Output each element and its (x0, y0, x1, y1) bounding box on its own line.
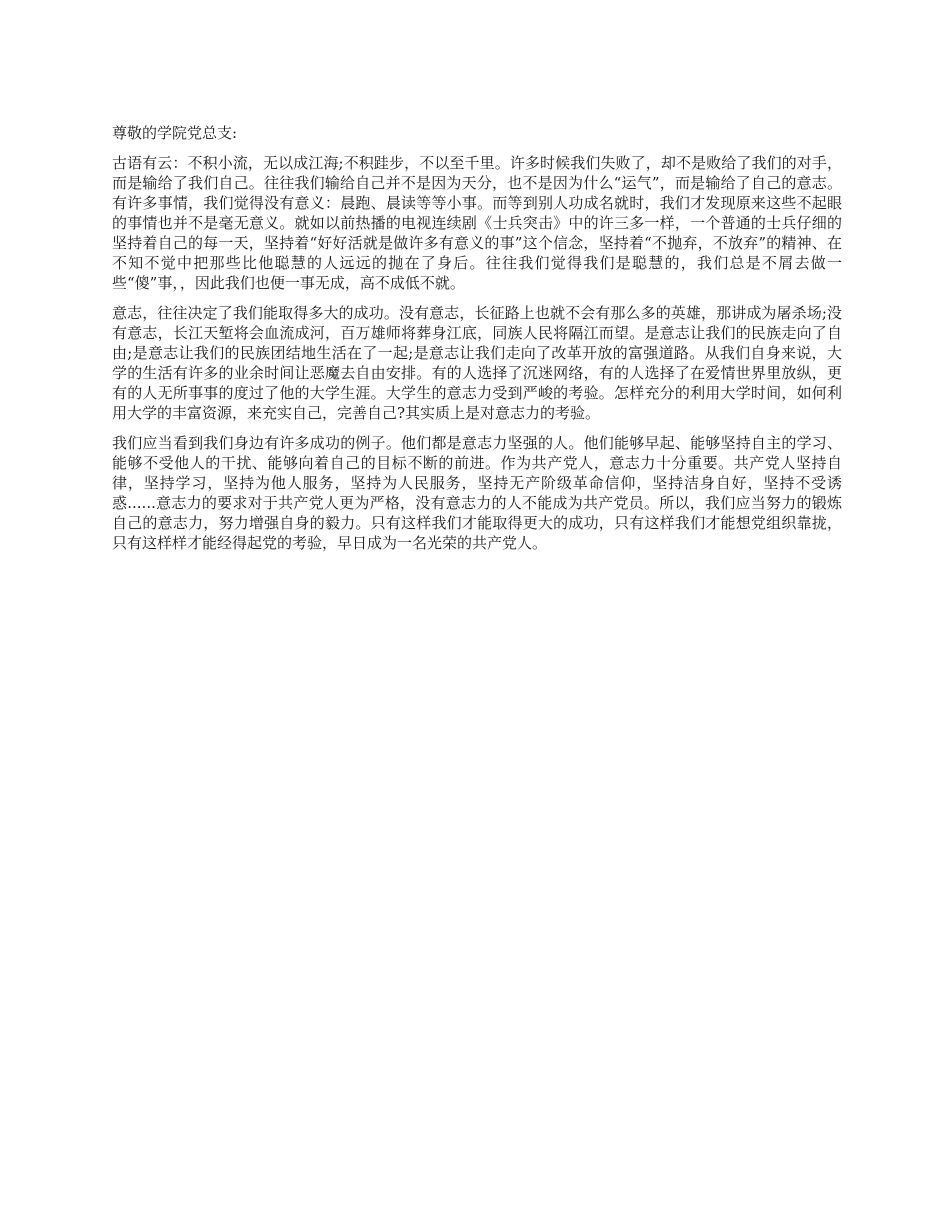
document-page (112, 123, 842, 563)
paragraph-3: 我们应当看到我们身边有许多成功的例子。他们都是意志力坚强的人。他们能够早起、能够坚持自主的学习、能够不受他人的干扰、能够向着自己的目标不断的前进。作为共产党人，意志力十分重要。共产党人坚持自律，坚持学习，坚持为他人服务，坚持为人民服务，坚持无产阶级革命信仰，坚持洁身自好，坚持不受诱惑......意志力的要求对于共产党人更为严格，没有意志力的人不能成为共产党员。所以，我们应当努力的锻炼自己的意志力，努力增强自身的毅力。只有这样我们才能取得更大的成功，只有这样我们才能想党组织靠拢，只有这样样才能经得起党的考验，早日成为一名光荣的共产党人。 (112, 434, 842, 552)
paragraph-2: 意志，往往决定了我们能取得多大的成功。没有意志，长征路上也就不会有那么多的英雄，那讲成为屠杀场;没有意志，长江天堑将会血流成河，百万雄师将葬身江底，同族人民将隔江而望。是意志让我们的民族走向了自由;是意志让我们的民族团结地生活在了一起;是意志让我们走向了改革开放的富强道路。从我们自身来说，大学的生活有许多的业余时间让恶魔去自由安排。有的人选择了沉迷网络，有的人选择了在爱情世界里放纵，更有的人无所事事的度过了他的大学生涯。大学生的意志力受到严峻的考验。怎样充分的利用大学时间，如何利用大学的丰富资源，来充实自己，完善自己?其实质上是对意志力的考验。 (112, 304, 842, 422)
paragraph-1: 古语有云：不积小流，无以成江海;不积跬步，不以至千里。许多时候我们失败了，却不是败给了我们的对手，而是输给了我们自己。往往我们输给自己并不是因为天分，也不是因为什么“运气”，而是输给了自己的意志。有许多事情，我们觉得没有意义：晨跑、晨读等等小事。而等到别人功成名就时，我们才发现原来这些不起眼的事情也并不是毫无意义。就如以前热播的电视连续剧《士兵突击》中的许三多一样，一个普通的士兵仔细的坚持着自己的每一天，坚持着“好好活就是做许多有意义的事”这个信念，坚持着“不抛弃，不放弃”的精神、在不知不觉中把那些比他聪慧的人远远的抛在了身后。往往我们觉得我们是聪慧的，我们总是不屑去做一些“傻”事，，因此我们也便一事无成，高不成低不就。 (112, 154, 842, 292)
salutation: 尊敬的学院党总支: (112, 124, 238, 142)
